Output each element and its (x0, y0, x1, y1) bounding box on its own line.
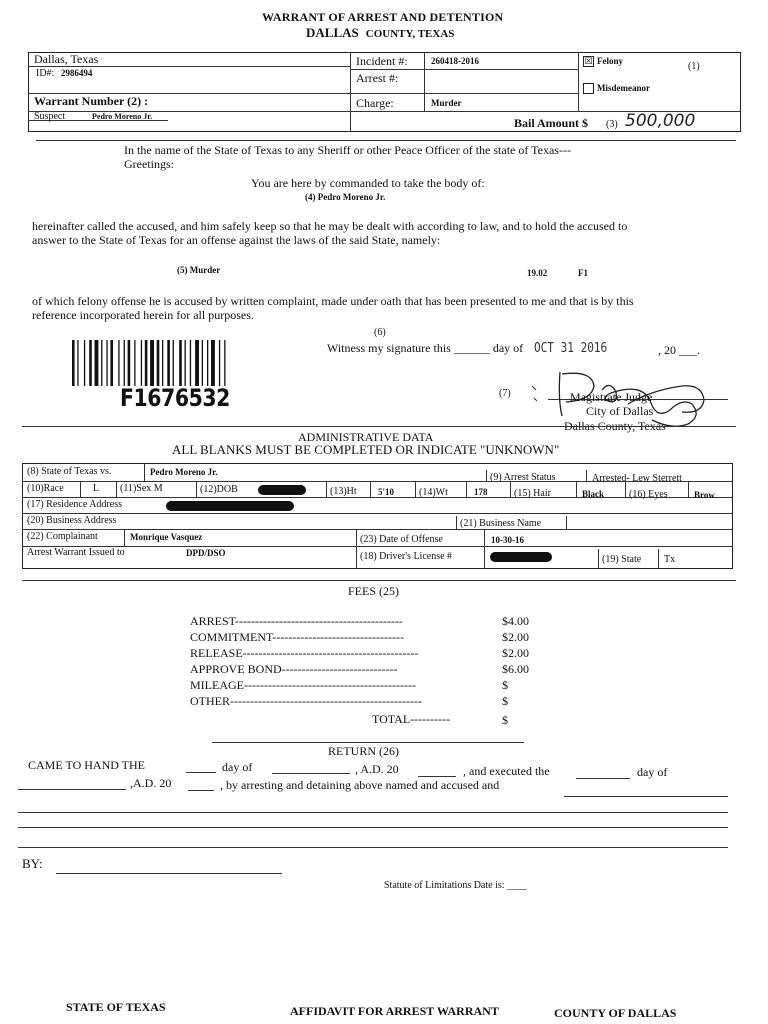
statute-limitations: Statute of Limitations Date is: ____ (384, 880, 528, 891)
fee-amount: $2.00 (502, 646, 529, 660)
residence-label: (17) Residence Address (27, 499, 122, 510)
fee-label: COMMITMENT--------------------------------- (190, 630, 405, 644)
race-value: L (93, 483, 100, 494)
footer-county: COUNTY OF DALLAS (554, 1006, 677, 1020)
drivers-license-label: (18) Driver's License # (360, 551, 453, 562)
fees-title: FEES (25) (348, 584, 399, 598)
return-ad: , A.D. 20 (355, 762, 399, 776)
magistrate-title: Magistrate Judge (570, 390, 653, 404)
footer-affidavit-title: AFFIDAVIT FOR ARREST WARRANT (290, 1004, 499, 1018)
misdemeanor-checkbox: Misdemeanor (583, 83, 650, 94)
warrant-number-label: Warrant Number (2) : (34, 94, 149, 108)
arresting-text: , by arresting and detaining above named and accused and (220, 778, 500, 792)
admin-instruction: ALL BLANKS MUST BE COMPLETED OR INDICATE "UNKNOWN" (172, 442, 560, 457)
state-vs-label: (8) State of Texas vs. (27, 466, 112, 477)
fee-row (190, 678, 530, 693)
weight-label: (14)Wt (419, 487, 448, 498)
fee-amount: $6.00 (502, 662, 529, 676)
bail-handwritten-value: 500,000 (625, 111, 696, 131)
height-value: 5'10 (378, 487, 395, 497)
executed-the: , and executed the (463, 764, 550, 778)
number-6: (6) (374, 327, 386, 338)
issued-to-label: Arrest Warrant Issued to (27, 547, 125, 558)
admin-title: ADMINISTRATIVE DATA (298, 430, 434, 444)
eyes-label: (16) Eyes (629, 489, 668, 500)
eyes-value: Brow (694, 490, 715, 500)
fee-amount: $4.00 (502, 614, 529, 628)
fee-amount: $ (502, 694, 508, 708)
document-title: WARRANT OF ARREST AND DETENTION (262, 10, 504, 24)
state-value: Tx (664, 554, 676, 565)
date-offense-value: 10-30-16 (491, 535, 524, 545)
arrest-label: Arrest #: (356, 71, 399, 85)
commanded-text: You are here by commanded to take the body of: (251, 176, 485, 190)
date-offense-label: (23) Date of Offense (360, 534, 443, 545)
id-field: ID#: 2986494 (36, 68, 93, 79)
fee-row (190, 662, 530, 677)
paragraph2-line1: of which felony offense he is accused by written complaint, made under oath that has been presented to me and that is by this (32, 294, 634, 308)
felony-checkbox: ☒ Felony (584, 56, 623, 67)
charge-label: Charge: (356, 96, 394, 110)
weight-value: 178 (474, 487, 488, 497)
charge-value: Murder (431, 98, 462, 108)
bail-number: (3) (606, 119, 618, 130)
footer-state: STATE OF TEXAS (66, 1000, 166, 1014)
city: City of Dallas (586, 404, 654, 418)
suspect-value: Pedro Moreno Jr. (92, 112, 153, 121)
number-1: (1) (688, 61, 700, 72)
paragraph2-line2: reference incorporated herein for all purposes. (32, 308, 254, 322)
number-7: (7) (499, 388, 511, 399)
dob-label: (12)DOB (200, 484, 238, 495)
fee-label: MILEAGE------------------------------------------- (190, 678, 416, 692)
return-day-of-2: day of (637, 765, 668, 779)
paragraph1-line2: answer to the State of Texas for an offense against the laws of the said State, namely: (32, 233, 441, 247)
incident-value: 260418-2016 (431, 56, 479, 66)
by-label: BY: (22, 856, 43, 871)
arrest-status-value: Arrested- Lew Sterrett (592, 473, 682, 484)
barcode-number: F1676532 (120, 384, 230, 412)
fee-row (190, 694, 530, 709)
fees-total-amount: $ (502, 713, 508, 727)
fee-row (190, 646, 530, 661)
fee-label: ARREST------------------------------------------ (190, 614, 403, 628)
fee-row (190, 614, 530, 629)
return-ad-2: ,A.D. 20 (130, 776, 172, 790)
hair-value: Black (582, 489, 605, 499)
fee-label: OTHER------------------------------------------------ (190, 694, 422, 708)
dob-redacted (258, 485, 306, 495)
year-blank: , 20 ___. (658, 343, 700, 357)
sex-label: (11)Sex M (120, 483, 163, 494)
return-day-of: day of (222, 760, 253, 774)
fee-amount: $2.00 (502, 630, 529, 644)
fee-label: APPROVE BOND----------------------------- (190, 662, 398, 676)
state-label: (19) State (602, 554, 642, 565)
came-to-hand: CAME TO HAND THE (28, 758, 146, 772)
business-address-label: (20) Business Address (27, 515, 117, 526)
arrest-status-label: (9) Arrest Status (490, 472, 556, 483)
return-title: RETURN (26) (328, 744, 399, 758)
hair-label: (15) Hair (514, 488, 551, 499)
suspect-label: Suspect (34, 111, 66, 122)
county: Dallas County, Texas (564, 419, 666, 433)
fee-amount: $ (502, 678, 508, 692)
fee-label: RELEASE-------------------------------------------- (190, 646, 419, 660)
bail-label: Bail Amount $ (514, 116, 589, 130)
fee-row (190, 630, 530, 645)
body-line1: In the name of the State of Texas to any Sheriff or other Peace Officer of the state of Texas--- (124, 143, 571, 157)
greetings: Greetings: (124, 157, 174, 171)
drivers-license-redacted (490, 552, 552, 562)
witness-line: Witness my signature this ______ day of (327, 341, 524, 355)
race-label: (10)Race (27, 483, 64, 494)
business-name-label: (21) Business Name (460, 518, 542, 529)
accused-name: (4) Pedro Moreno Jr. (305, 192, 386, 202)
complainant-value: Monrique Vasquez (130, 532, 203, 542)
issued-to-value: DPD/DSO (186, 548, 226, 558)
offense-code: 19.02 (527, 268, 548, 278)
paragraph1-line1: hereinafter called the accused, and him safely keep so that he may be dealt with according to law, and to hold the accused to (32, 219, 628, 233)
state-vs-value: Pedro Moreno Jr. (150, 467, 218, 477)
residence-redacted (166, 501, 294, 511)
height-label: (13)Ht (330, 486, 357, 497)
date-stamp: OCT 31 2016 (534, 341, 608, 356)
complainant-label: (22) Complainant (27, 531, 98, 542)
barcode (72, 340, 268, 386)
location: Dallas, Texas (34, 52, 99, 66)
incident-label: Incident #: (356, 54, 408, 68)
fees-total-label: TOTAL---------- (372, 712, 451, 726)
offense-class: F1 (578, 268, 588, 278)
county-heading: DALLAS COUNTY, TEXAS (306, 25, 455, 40)
offense: (5) Murder (177, 265, 221, 275)
